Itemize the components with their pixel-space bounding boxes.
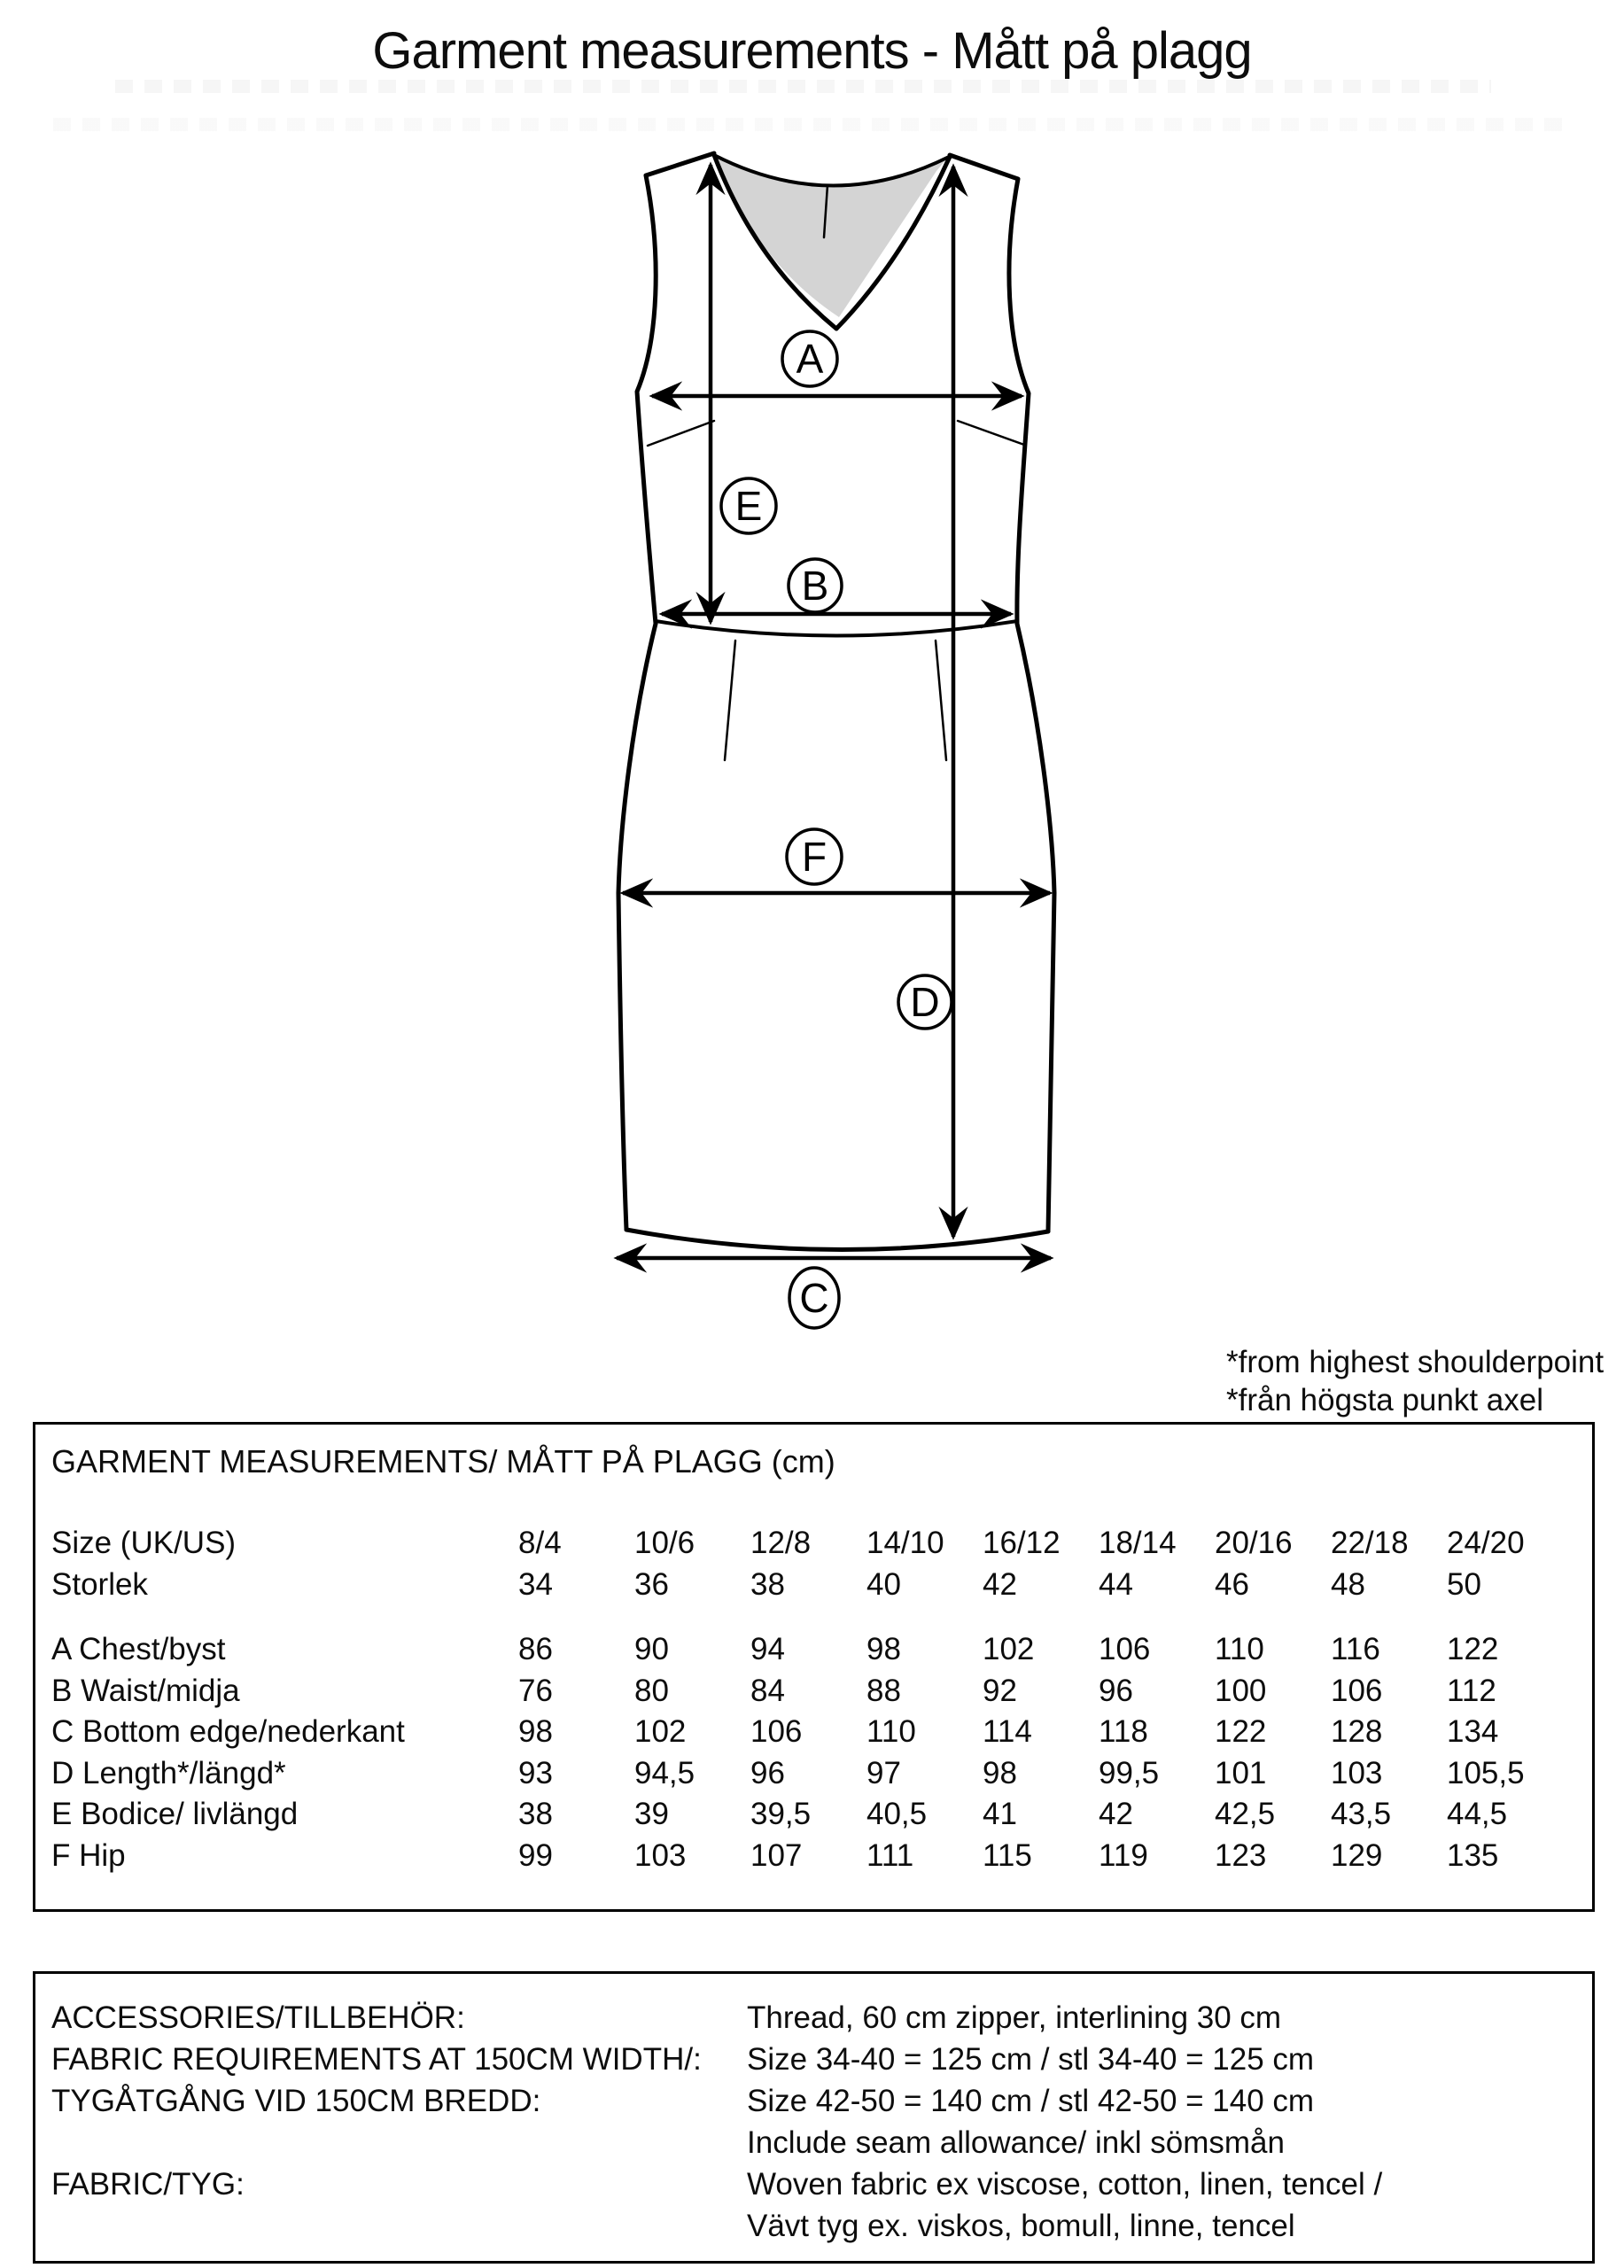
measure-value: 112 bbox=[1447, 1674, 1496, 1708]
measure-value: 86 bbox=[518, 1632, 553, 1666]
size-value: 36 bbox=[634, 1567, 669, 1602]
info-value: Thread, 60 cm zipper, interlining 30 cm bbox=[747, 2000, 1282, 2035]
skirt-dart-left bbox=[725, 641, 735, 760]
bodice-right-outline bbox=[950, 155, 1029, 624]
measure-row-a bbox=[51, 1629, 1592, 1670]
size-value: 18/14 bbox=[1099, 1526, 1177, 1560]
measure-value: 98 bbox=[983, 1756, 1017, 1790]
size-value: 14/10 bbox=[866, 1526, 944, 1560]
measure-value: 110 bbox=[866, 1714, 916, 1749]
size-row-label: Size (UK/US) bbox=[51, 1526, 237, 1560]
measure-value: 123 bbox=[1215, 1838, 1267, 1873]
info-value: Woven fabric ex viscose, cotton, linen, tencel / bbox=[747, 2167, 1383, 2202]
measure-value: 128 bbox=[1331, 1714, 1383, 1749]
measure-value: 40,5 bbox=[866, 1797, 928, 1831]
measure-row-label: B Waist/midja bbox=[51, 1674, 240, 1708]
info-label bbox=[51, 2123, 747, 2163]
measurements-table-title: GARMENT MEASUREMENTS/ MÅTT PÅ PLAGG (cm) bbox=[51, 1443, 835, 1480]
size-row bbox=[51, 1523, 1592, 1564]
size-value: 22/18 bbox=[1331, 1526, 1409, 1560]
info-label: TYGÅTGÅNG VID 150CM BREDD: bbox=[51, 2084, 541, 2118]
hem-edge bbox=[626, 1230, 1048, 1250]
measure-value: 116 bbox=[1331, 1632, 1380, 1666]
measure-value: 39,5 bbox=[750, 1797, 812, 1831]
info-label: FABRIC/TYG: bbox=[51, 2167, 245, 2202]
size-value: 24/20 bbox=[1447, 1526, 1525, 1560]
info-box bbox=[33, 1971, 1595, 2264]
size-value: 16/12 bbox=[983, 1526, 1061, 1560]
measure-value: 134 bbox=[1447, 1714, 1499, 1749]
measure-value: 94,5 bbox=[634, 1756, 695, 1790]
size-value: 50 bbox=[1447, 1567, 1481, 1602]
measure-value: 103 bbox=[1331, 1756, 1383, 1790]
size-value: 38 bbox=[750, 1567, 785, 1602]
measure-value: 90 bbox=[634, 1632, 669, 1666]
size-value: 48 bbox=[1331, 1567, 1365, 1602]
measure-value: 122 bbox=[1447, 1632, 1499, 1666]
bust-dart-right bbox=[958, 421, 1024, 445]
measure-row-f bbox=[51, 1836, 1592, 1876]
page-title: Garment measurements - Mått på plagg bbox=[372, 22, 1252, 80]
measure-value: 80 bbox=[634, 1674, 669, 1708]
size-value: 10/6 bbox=[634, 1526, 695, 1560]
footnote-line-en: *from highest shoulderpoint bbox=[1226, 1345, 1605, 1379]
measure-value: 92 bbox=[983, 1674, 1017, 1708]
skirt-right-outline bbox=[1017, 624, 1054, 1231]
measure-row-label: C Bottom edge/nederkant bbox=[51, 1714, 405, 1749]
info-row-seam-allowance bbox=[51, 2123, 1592, 2163]
measure-value: 102 bbox=[634, 1714, 687, 1749]
measure-value: 135 bbox=[1447, 1838, 1499, 1873]
marker-a-letter: A bbox=[796, 336, 824, 382]
measure-value: 122 bbox=[1215, 1714, 1267, 1749]
measure-value: 96 bbox=[1099, 1674, 1133, 1708]
waist-seam bbox=[656, 621, 1017, 636]
measure-value: 98 bbox=[866, 1632, 901, 1666]
measure-value: 102 bbox=[983, 1632, 1035, 1666]
skirt-dart-right bbox=[936, 641, 946, 760]
storlek-row bbox=[51, 1565, 1592, 1605]
info-row-accessories bbox=[51, 1998, 1592, 2039]
measure-value: 43,5 bbox=[1331, 1797, 1392, 1831]
measure-value: 106 bbox=[750, 1714, 803, 1749]
measurements-table-box bbox=[33, 1422, 1595, 1912]
measure-value: 41 bbox=[983, 1797, 1017, 1831]
measure-row-d bbox=[51, 1753, 1592, 1794]
measure-value: 105,5 bbox=[1447, 1756, 1525, 1790]
size-value: 12/8 bbox=[750, 1526, 812, 1560]
marker-b-letter: B bbox=[801, 563, 829, 609]
measure-value: 97 bbox=[866, 1756, 901, 1790]
info-label bbox=[51, 2206, 747, 2247]
size-value: 46 bbox=[1215, 1567, 1249, 1602]
info-row-fabric-sv bbox=[51, 2206, 1592, 2247]
measure-row-e bbox=[51, 1794, 1592, 1835]
measure-value: 118 bbox=[1099, 1714, 1148, 1749]
measure-value: 38 bbox=[518, 1797, 553, 1831]
info-label: FABRIC REQUIREMENTS AT 150CM WIDTH/: bbox=[51, 2042, 702, 2077]
measure-value: 94 bbox=[750, 1632, 785, 1666]
measure-value: 110 bbox=[1215, 1632, 1264, 1666]
marker-e-letter: E bbox=[734, 483, 763, 529]
size-value: 42 bbox=[983, 1567, 1017, 1602]
measure-row-c bbox=[51, 1712, 1592, 1752]
measure-value: 99,5 bbox=[1099, 1756, 1160, 1790]
size-value: 8/4 bbox=[518, 1526, 562, 1560]
measure-value: 88 bbox=[866, 1674, 901, 1708]
measure-value: 93 bbox=[518, 1756, 553, 1790]
measure-value: 119 bbox=[1099, 1838, 1148, 1873]
footnote-line-sv: *från högsta punkt axel bbox=[1226, 1383, 1544, 1418]
back-neck-fill bbox=[715, 157, 946, 317]
measure-value: 99 bbox=[518, 1838, 553, 1873]
measure-value: 42 bbox=[1099, 1797, 1133, 1831]
size-value: 40 bbox=[866, 1567, 901, 1602]
size-value: 34 bbox=[518, 1567, 553, 1602]
measure-value: 115 bbox=[983, 1838, 1032, 1873]
info-value: Size 42-50 = 140 cm / stl 42-50 = 140 cm bbox=[747, 2084, 1315, 2118]
measure-value: 44,5 bbox=[1447, 1797, 1508, 1831]
marker-c-letter: C bbox=[799, 1275, 829, 1321]
measure-row-b bbox=[51, 1671, 1592, 1712]
measure-value: 103 bbox=[634, 1838, 687, 1873]
measure-value: 39 bbox=[634, 1797, 669, 1831]
info-row-fabric bbox=[51, 2164, 1592, 2205]
size-value: 20/16 bbox=[1215, 1526, 1293, 1560]
measure-value: 100 bbox=[1215, 1674, 1267, 1708]
measure-value: 76 bbox=[518, 1674, 553, 1708]
measurement-markers bbox=[721, 331, 952, 1328]
info-value: Include seam allowance/ inkl sömsmån bbox=[747, 2125, 1285, 2160]
measure-value: 114 bbox=[983, 1714, 1032, 1749]
footnote bbox=[1226, 1343, 1604, 1419]
bust-dart-left bbox=[648, 421, 714, 446]
measure-value: 42,5 bbox=[1215, 1797, 1276, 1831]
measure-row-label: F Hip bbox=[51, 1838, 126, 1873]
bodice-left-outline bbox=[637, 153, 714, 624]
info-row-fabric-req bbox=[51, 2039, 1592, 2080]
marker-f-letter: F bbox=[801, 834, 828, 880]
measure-value: 111 bbox=[866, 1838, 914, 1873]
measure-value: 84 bbox=[750, 1674, 785, 1708]
size-row-label: Storlek bbox=[51, 1567, 148, 1602]
measure-value: 96 bbox=[750, 1756, 785, 1790]
measure-row-label: D Length*/längd* bbox=[51, 1756, 286, 1790]
info-value: Vävt tyg ex. viskos, bomull, linne, tencel bbox=[747, 2209, 1295, 2243]
measure-value: 129 bbox=[1331, 1838, 1383, 1873]
measure-value: 106 bbox=[1331, 1674, 1383, 1708]
measure-value: 98 bbox=[518, 1714, 553, 1749]
measure-value: 107 bbox=[750, 1838, 803, 1873]
measure-row-label: A Chest/byst bbox=[51, 1632, 226, 1666]
measure-value: 106 bbox=[1099, 1632, 1151, 1666]
dress-outline bbox=[618, 153, 1054, 1250]
marker-d-letter: D bbox=[910, 979, 940, 1025]
size-value: 44 bbox=[1099, 1567, 1133, 1602]
info-label: ACCESSORIES/TILLBEHÖR: bbox=[51, 2000, 465, 2035]
info-value: Size 34-40 = 125 cm / stl 34-40 = 125 cm bbox=[747, 2042, 1315, 2077]
measure-value: 101 bbox=[1215, 1756, 1267, 1790]
skirt-left-outline bbox=[618, 624, 656, 1230]
measure-row-label: E Bodice/ livlängd bbox=[51, 1797, 299, 1831]
info-row-tygatgang bbox=[51, 2081, 1592, 2122]
